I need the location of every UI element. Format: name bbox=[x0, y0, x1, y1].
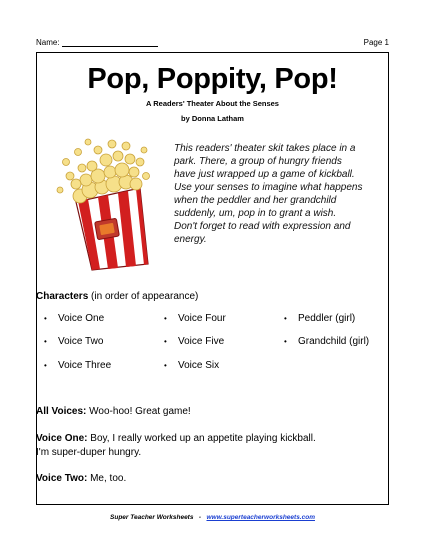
bullet-icon: • bbox=[164, 337, 167, 346]
intro-line: suddenly, um, pop in to grant a wish. bbox=[174, 208, 337, 219]
worksheet-header bbox=[36, 38, 389, 50]
speaker-label: All Voices: bbox=[36, 406, 87, 417]
intro-line: park. There, a group of hungry friends bbox=[174, 156, 342, 167]
footer-website-link[interactable]: www.superteacherworksheets.com bbox=[206, 514, 315, 521]
character-item bbox=[164, 360, 220, 372]
dialogue-text: I'm super-duper hungry. bbox=[36, 447, 142, 458]
characters-label: Characters bbox=[36, 291, 89, 302]
characters-heading bbox=[36, 291, 198, 302]
page-footer bbox=[0, 514, 425, 521]
bullet-icon: • bbox=[284, 314, 287, 323]
bullet-icon: • bbox=[164, 361, 167, 370]
character-item bbox=[44, 336, 104, 348]
bullet-icon: • bbox=[44, 314, 47, 323]
page-number: Page 1 bbox=[363, 38, 389, 47]
script-line bbox=[36, 472, 386, 486]
intro-paragraph bbox=[174, 142, 386, 246]
bullet-icon: • bbox=[44, 361, 47, 370]
intro-line: Don't forget to read with expression and bbox=[174, 221, 351, 232]
character-name: Voice Two bbox=[58, 336, 104, 347]
character-name: Peddler (girl) bbox=[298, 313, 356, 324]
footer-separator: - bbox=[198, 514, 202, 521]
character-item bbox=[44, 360, 112, 372]
script-line bbox=[36, 405, 386, 419]
intro-line: energy. bbox=[174, 234, 207, 245]
character-item bbox=[164, 336, 225, 348]
character-name: Voice Four bbox=[178, 313, 226, 324]
speaker-label: Voice Two: bbox=[36, 473, 88, 484]
name-label: Name: bbox=[36, 38, 60, 47]
name-blank-line[interactable] bbox=[62, 46, 158, 47]
page-subtitle: A Readers' Theater About the Senses bbox=[146, 99, 279, 108]
character-name: Voice One bbox=[58, 313, 105, 324]
character-name: Voice Six bbox=[178, 360, 220, 371]
popcorn-bucket-illustration bbox=[48, 132, 168, 272]
character-name: Grandchild (girl) bbox=[298, 336, 370, 347]
intro-line: when the peddler and her grandchild bbox=[174, 195, 337, 206]
character-item bbox=[44, 313, 105, 325]
speaker-label: Voice One: bbox=[36, 433, 88, 444]
character-name: Voice Three bbox=[58, 360, 112, 371]
dialogue-text: Boy, I really worked up an appetite playing kickball. bbox=[90, 433, 316, 444]
intro-line: have just wrapped up a game of kickball. bbox=[174, 169, 355, 180]
dialogue-text: Woo-hoo! Great game! bbox=[89, 406, 191, 417]
bullet-icon: • bbox=[44, 337, 47, 346]
dialogue-text: Me, too. bbox=[90, 473, 127, 484]
author-byline: by Donna Latham bbox=[181, 114, 244, 123]
bullet-icon: • bbox=[284, 337, 287, 346]
intro-line: Use your senses to imagine what happens bbox=[174, 182, 363, 193]
footer-brand: Super Teacher Worksheets bbox=[110, 514, 194, 521]
character-item bbox=[164, 313, 226, 325]
bullet-icon: • bbox=[164, 314, 167, 323]
popcorn-bucket bbox=[76, 188, 148, 270]
characters-note: (in order of appearance) bbox=[91, 291, 199, 302]
script-line bbox=[36, 432, 386, 460]
intro-line: This readers' theater skit takes place in a bbox=[174, 143, 356, 154]
character-item bbox=[284, 313, 356, 325]
character-item bbox=[284, 336, 370, 348]
page-title: Pop, Poppity, Pop! bbox=[87, 63, 338, 95]
character-name: Voice Five bbox=[178, 336, 225, 347]
